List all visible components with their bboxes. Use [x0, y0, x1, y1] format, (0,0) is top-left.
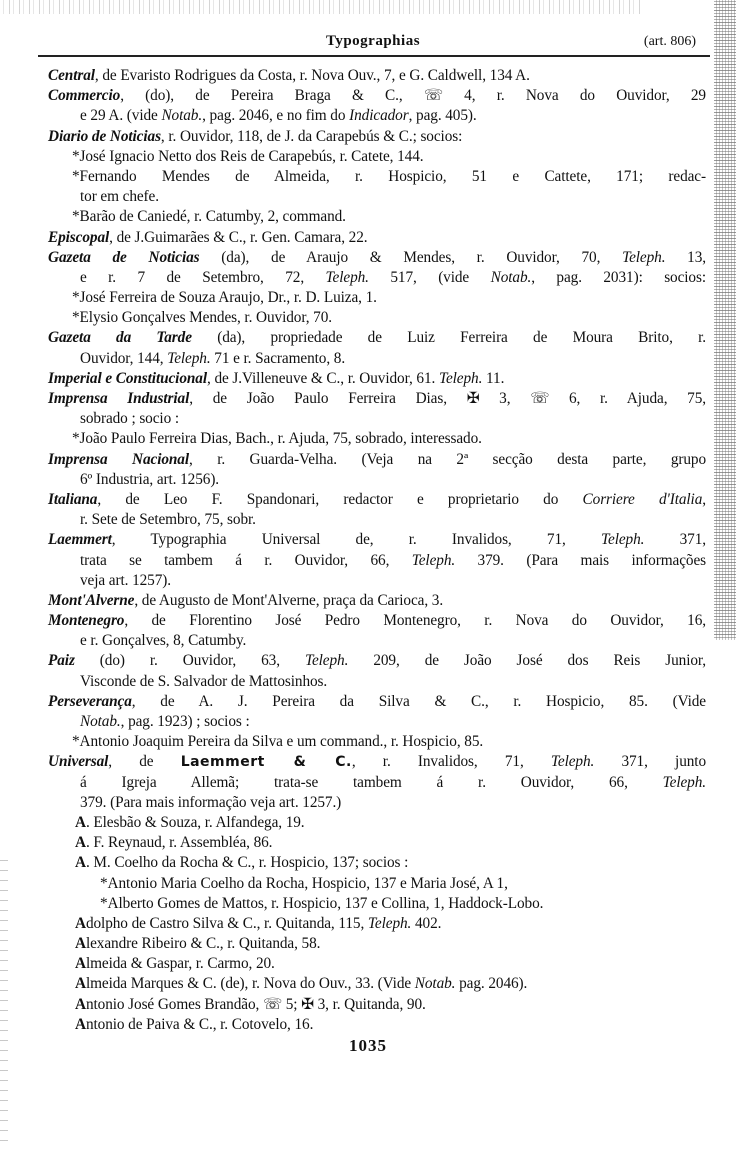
entry-text: *Fernando Mendes de Almeida, r. Hospicio, 51 e Cattete, 171; redac- — [72, 167, 706, 185]
italic-text: Teleph. — [367, 914, 412, 932]
running-head — [40, 31, 706, 53]
scan-noise-right-edge — [714, 0, 736, 640]
entry-text: sobrado ; socio : — [80, 410, 179, 428]
entry-text: 11. — [482, 369, 505, 387]
entry-text: 371, — [644, 531, 706, 549]
entry-text: , Typographia Universal de, r. Invalidos, 71, — [111, 531, 601, 549]
entry-text: (da), de Araujo & Mendes, r. Ouvidor, 70, — [199, 248, 623, 266]
entry-text: 13, — [665, 248, 707, 266]
entry-text: 379. (Para mais informação veja art. 1257.) — [80, 793, 342, 811]
entry-text: A — [75, 813, 86, 831]
entry-name: Universal — [48, 753, 109, 771]
listing-line-entry — [48, 66, 706, 86]
entry-name: Diario de Noticias — [48, 127, 161, 145]
listing-line-entry — [48, 490, 706, 510]
listing-line-cont — [48, 510, 706, 530]
listing-line-name — [48, 853, 706, 873]
entry-text: , r. Ouvidor, 118, de J. da Carapebús & C.; socios: — [160, 127, 463, 145]
entry-name: Episcopal — [48, 228, 110, 246]
entry-text: *Antonio Maria Coelho da Rocha, Hospicio, 137 e Maria José, A 1, — [100, 874, 508, 892]
entry-name: Imprensa Nacional — [48, 450, 190, 468]
listing-line-cont — [48, 268, 706, 288]
entry-text: , pag. 2046, e no fim do — [202, 107, 350, 125]
listing-line-name — [48, 833, 706, 853]
entry-text: tor em chefe. — [80, 188, 159, 206]
italic-text: Notab. — [80, 713, 121, 730]
listing-line-cont — [48, 551, 706, 571]
entry-text: , pag. 2031): socios: — [531, 268, 706, 286]
listing-line-entry — [48, 591, 706, 611]
entry-text: . M. Coelho da Rocha & C., r. Hospicio, 137; socios : — [85, 854, 409, 872]
listing-line-cont — [48, 712, 706, 732]
entry-text: , de Leo F. Spandonari, redactor e proprietario do — [97, 490, 583, 508]
italic-text: Teleph. — [167, 349, 211, 367]
entry-text: e r. 7 de Setembro, 72, — [80, 268, 326, 286]
listing-line-entry — [48, 692, 706, 712]
listing-line-socio2 — [48, 874, 706, 894]
listing-line-cont2 — [48, 187, 706, 207]
entry-text: 379. (Para mais informações — [455, 551, 706, 569]
entry-name: Paiz — [48, 652, 75, 670]
listing-line-name — [48, 974, 706, 994]
entry-text: Laemmert & C. — [180, 754, 352, 771]
listing-line-cont — [48, 672, 706, 692]
entry-text: A — [75, 975, 86, 993]
listing-line-entry — [48, 369, 706, 389]
entry-text: (do) r. Ouvidor, 63, — [74, 652, 305, 670]
entry-text: , r. Guarda-Velha. (Veja na 2ª secção desta parte, grupo — [189, 450, 707, 468]
listing-line-name — [48, 813, 706, 833]
entry-text: trata se tambem á r. Ouvidor, 66, — [80, 551, 412, 569]
entry-text: lmeida & Gaspar, r. Carmo, 20. — [85, 955, 275, 973]
listing-line-socio — [48, 207, 706, 227]
entry-name: Gazeta de Noticias — [48, 248, 200, 266]
entry-text: veja art. 1257). — [80, 571, 171, 589]
italic-text: Teleph. — [622, 248, 666, 266]
scan-noise-left-edge — [0, 860, 8, 1150]
entry-text: , pag. 1923) ; socios : — [120, 713, 250, 730]
listing-line-name — [48, 1015, 706, 1035]
listing-line-entry — [48, 530, 706, 550]
entry-name: Perseverança — [48, 692, 132, 710]
entry-text: , de Florentino José Pedro Montenegro, r. Nova do Ouvidor, 16, — [124, 612, 706, 630]
listing-line-entry — [48, 86, 706, 106]
entry-text: *José Ignacio Netto dos Reis de Carapebús, r. Catete, 144. — [72, 147, 424, 165]
listing-line-cont — [48, 470, 706, 490]
entry-text: e r. Gonçalves, 8, Catumby. — [80, 632, 247, 650]
entry-text: Visconde de S. Salvador de Mattosinhos. — [80, 672, 328, 690]
entry-text: A — [75, 914, 86, 932]
entry-name: Central — [48, 67, 95, 84]
listing-line-name — [48, 934, 706, 954]
entry-text: *Barão de Caniedé, r. Catumby, 2, command. — [72, 208, 346, 226]
entry-name: Gazeta da Tarde — [48, 329, 192, 347]
entry-text: *João Paulo Ferreira Dias, Bach., r. Ajuda, 75, sobrado, interessado. — [72, 430, 482, 448]
entry-text: pag. 2046). — [455, 975, 528, 993]
entry-text: lmeida Marques & C. (de), r. Nova do Ouv., 33. (Vide — [85, 975, 415, 993]
listing-line-cont — [48, 773, 706, 793]
italic-text: Corriere d'Italia — [582, 490, 703, 508]
listing-line-cont — [48, 571, 706, 591]
entry-text: , de Evaristo Rodrigues da Costa, r. Nova Ouv., 7, e G. Caldwell, 134 A. — [94, 67, 530, 84]
listing-line-name — [48, 914, 706, 934]
listing-line-name — [48, 954, 706, 974]
entry-text: A — [75, 935, 86, 953]
italic-text: Teleph. — [662, 773, 706, 791]
entry-text: , de Augusto de Mont'Alverne, praça da Carioca, 3. — [134, 591, 444, 609]
entry-text: A — [75, 834, 86, 852]
listing-line-entry — [48, 611, 706, 631]
listing-line-entry — [48, 328, 706, 348]
scan-noise-top — [0, 0, 640, 14]
italic-text: Teleph. — [325, 268, 369, 286]
listing-line-entry — [48, 228, 706, 248]
listing-line-socio2 — [48, 894, 706, 914]
entry-text: A — [75, 955, 86, 973]
entry-text: Ouvidor, 144, — [80, 349, 168, 367]
directory-listing — [48, 66, 706, 1035]
italic-text: Teleph. — [304, 652, 349, 670]
listing-line-entry — [48, 651, 706, 671]
entry-text: , de João Paulo Ferreira Dias, ✠ 3, ☏ 6, r. Ajuda, 75, — [189, 390, 706, 407]
entry-text: , de J.Villeneuve & C., r. Ouvidor, 61. — [207, 369, 439, 387]
italic-text: Notab. — [161, 107, 203, 125]
entry-text: dolpho de Castro Silva & C., r. Quitanda, 115, — [85, 914, 368, 932]
listing-line-cont — [48, 631, 706, 651]
italic-text: Teleph. — [550, 753, 595, 771]
listing-line-entry — [48, 752, 706, 772]
entry-text: , de A. J. Pereira da Silva & C., r. Hospicio, 85. (Vide — [131, 692, 706, 710]
italic-text: Teleph. — [438, 369, 483, 387]
listing-line-socio — [48, 167, 706, 187]
entry-text: , de J.Guimarães & C., r. Gen. Camara, 22. — [109, 228, 368, 246]
entry-text: A — [75, 854, 86, 872]
entry-text: , r. Invalidos, 71, — [351, 753, 551, 771]
entry-text: . Elesbão & Souza, r. Alfandega, 19. — [85, 813, 305, 831]
entry-name: Montenegro — [48, 612, 125, 630]
entry-name: Commercio — [48, 87, 121, 105]
entry-text: A — [75, 1015, 86, 1033]
entry-text: 6º Industria, art. 1256). — [80, 470, 220, 488]
entry-text: r. Sete de Setembro, 75, sobr. — [80, 511, 256, 529]
entry-text: A — [75, 995, 86, 1013]
entry-text: ntonio de Paiva & C., r. Cotovelo, 16. — [85, 1015, 314, 1033]
header-rule — [38, 55, 710, 57]
entry-name: Imperial e Constitucional — [48, 369, 207, 387]
entry-text: , de — [108, 753, 181, 771]
italic-text: Notab. — [414, 975, 456, 993]
article-reference: (art. 806) — [643, 34, 696, 49]
entry-name: Mont'Alverne — [48, 591, 135, 609]
entry-text: 371, junto — [594, 753, 706, 771]
entry-text: (da), propriedade de Luiz Ferreira de Moura Brito, r. — [191, 329, 706, 347]
entry-text: *Alberto Gomes de Mattos, r. Hospicio, 137 e Collina, 1, Haddock-Lobo. — [100, 894, 544, 912]
entry-text: , — [702, 490, 706, 508]
entry-text: , (do), de Pereira Braga & C., ☏ 4, r. Nova do Ouvidor, 29 — [120, 87, 706, 105]
section-title: Typographias — [325, 33, 421, 49]
entry-text: ntonio José Gomes Brandão, ☏ 5; ✠ 3, r. Quitanda, 90. — [85, 995, 426, 1013]
listing-line-entry — [48, 127, 706, 147]
entry-text: *Elysio Gonçalves Mendes, r. Ouvidor, 70. — [72, 309, 332, 327]
listing-line-socio — [48, 288, 706, 308]
italic-text: Indicador — [349, 107, 409, 125]
entry-text: *Antonio Joaquim Pereira da Silva e um command., r. Hospicio, 85. — [72, 733, 484, 751]
entry-text: á Igreja Allemã; trata-se tambem á r. Ouvidor, 66, — [80, 773, 663, 791]
listing-line-name — [48, 995, 706, 1015]
italic-text: Teleph. — [411, 551, 456, 569]
italic-text: Teleph. — [601, 531, 645, 549]
entry-name: Imprensa Industrial — [48, 390, 190, 407]
entry-text: *José Ferreira de Souza Araujo, Dr., r. D. Luiza, 1. — [72, 289, 377, 307]
entry-text: 71 e r. Sacramento, 8. — [210, 349, 346, 367]
entry-text: 209, de João José dos Reis Junior, — [348, 652, 706, 670]
listing-line-entry — [48, 248, 706, 268]
entry-text: 517, (vide — [368, 268, 491, 286]
italic-text: Notab. — [490, 268, 532, 286]
entry-name: Laemmert — [48, 531, 112, 549]
entry-text: lexandre Ribeiro & C., r. Quitanda, 58. — [85, 935, 321, 953]
entry-name: Italiana — [48, 490, 98, 508]
listing-line-cont — [48, 106, 706, 126]
listing-line-cont — [48, 409, 706, 429]
listing-line-socio — [48, 429, 706, 449]
page-number: 1035 — [349, 1036, 387, 1055]
entry-text: 402. — [411, 914, 442, 932]
listing-line-cont — [48, 349, 706, 369]
entry-text: . F. Reynaud, r. Assembléa, 86. — [85, 834, 273, 852]
listing-line-entry — [48, 450, 706, 470]
listing-line-socio — [48, 732, 706, 752]
listing-line-socio — [48, 147, 706, 167]
listing-line-entry — [48, 389, 706, 409]
entry-text: , pag. 405). — [408, 107, 477, 125]
listing-line-socio — [48, 308, 706, 328]
listing-line-cont — [48, 793, 706, 813]
entry-text: e 29 A. (vide — [80, 107, 162, 125]
